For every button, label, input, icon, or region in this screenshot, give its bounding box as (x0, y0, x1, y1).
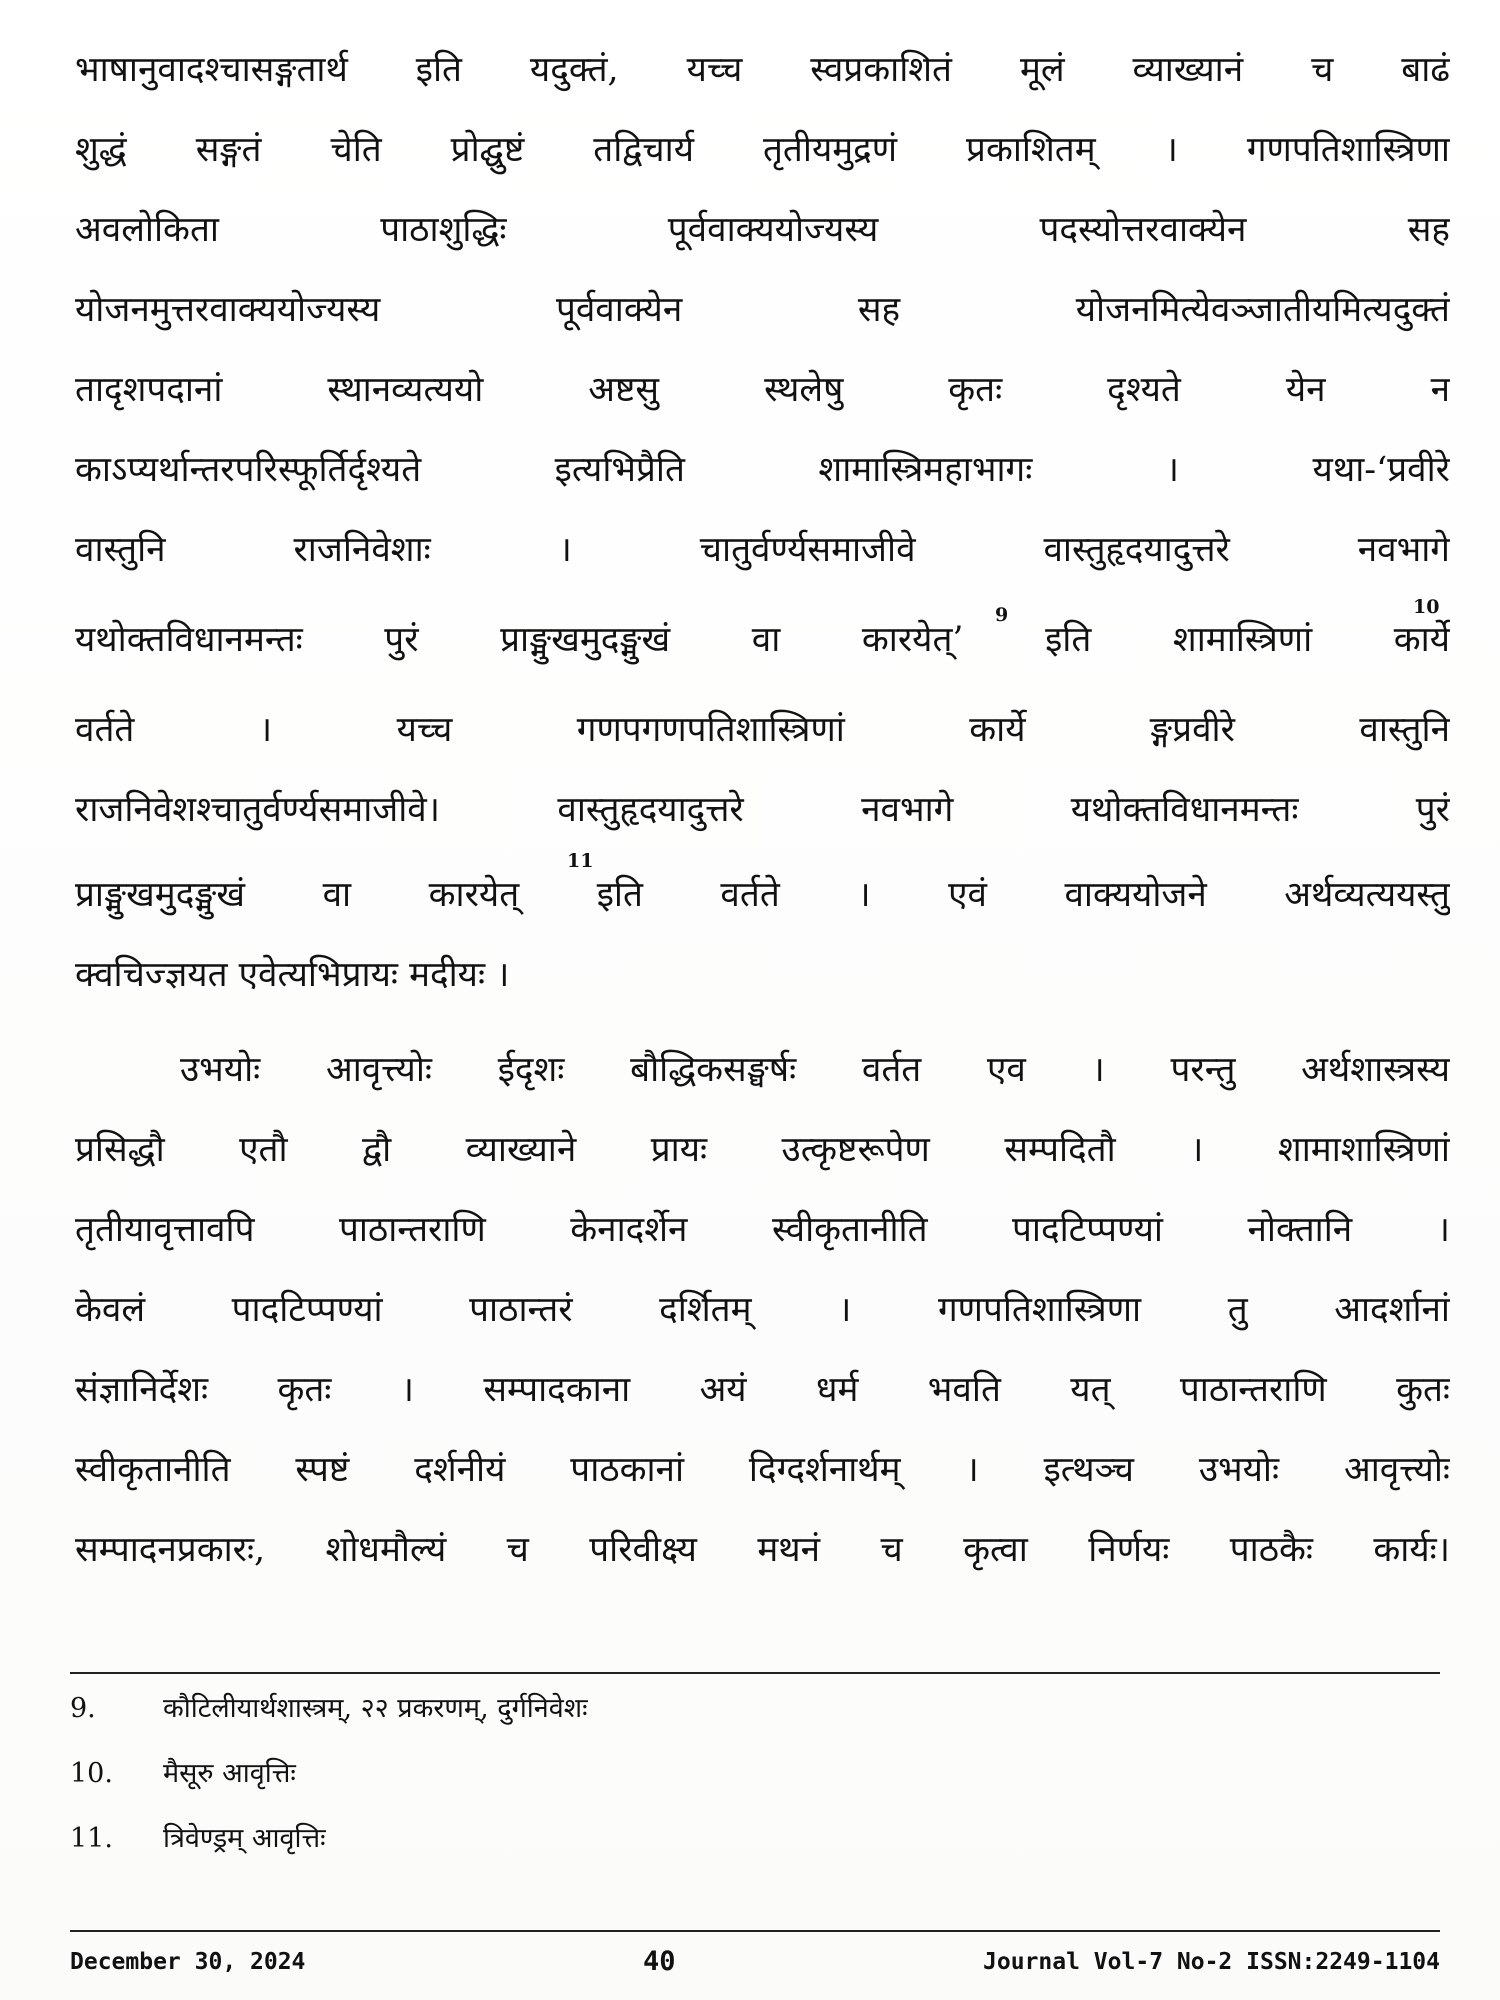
text-line: राजनिवेशश्चातुर्वर्ण्यसमाजीवे। वास्तुहृदयादुत्तरे नवभागे यथोक्तविधानमन्तः पुरं (75, 790, 1450, 830)
text-line-with-footnote-refs (75, 612, 1450, 668)
text-line: अवलोकिता पाठाशुद्धिः पूर्ववाक्ययोज्यस्य पदस्योत्तरवाक्येन सह (75, 210, 1450, 250)
footnote-number: 9. (70, 1693, 96, 1724)
footnote-divider (70, 1672, 1440, 1674)
footnote-text: त्रिवेण्ड्रम् आवृत्तिः (163, 1823, 326, 1854)
text-line: भाषानुवादश्चासङ्गतार्थ इति यदुक्तं, यच्च स्वप्रकाशितं मूलं व्याख्यानं च बाढं (75, 50, 1450, 90)
text-line: शुद्धं सङ्गतं चेति प्रोद्घुष्टं तद्विचार्य तृतीयमुद्रणं प्रकाशितम् । गणपतिशास्त्रिणा (75, 130, 1450, 170)
text-line: तृतीयावृत्तावपि पाठान्तराणि केनादर्शेन स्वीकृतानीति पादटिप्पण्यां नोक्तानि । (75, 1210, 1450, 1250)
text-line: स्वीकृतानीति स्पष्टं दर्शनीयं पाठकानां दिग्दर्शनार्थम् । इत्थञ्च उभयोः आवृत्त्योः (75, 1450, 1450, 1490)
footnote-ref-11: 11 (567, 850, 594, 872)
text-line: तादृशपदानां स्थानव्यत्ययो अष्टसु स्थलेषु कृतः दृश्यते येन न (75, 370, 1450, 410)
text-line-with-footnote-ref (75, 867, 1450, 923)
text-line: क्वचिज्ज्ञयत एवेत्यभिप्रायः मदीयः । (75, 955, 510, 995)
footnote-ref-9: 9 (995, 604, 1009, 626)
page-number: 40 (643, 1946, 676, 1977)
footer-divider (70, 1930, 1440, 1932)
text-line: वास्तुनि राजनिवेशाः । चातुर्वर्ण्यसमाजीवे वास्तुहृदयादुत्तरे नवभागे (75, 530, 1450, 570)
text-line: वर्तते । यच्च गणपगणपतिशास्त्रिणां कार्ये ङ्गप्रवीरे वास्तुनि (75, 710, 1450, 750)
line-segment: यथोक्तविधानमन्तः पुरं प्राङ्मुखमुदङ्मुखं वा कारयेत्’ इति शामास्त्रिणां कार्ये (75, 620, 1450, 660)
footnote-number: 11. (70, 1823, 113, 1854)
text-line: प्रसिद्धौ एतौ द्वौ व्याख्याने प्रायः उत्कृष्टरूपेण सम्पदितौ । शामाशास्त्रिणां (75, 1130, 1450, 1170)
text-line: सम्पादनप्रकारः, शोधमौल्यं च परिवीक्ष्य मथनं च कृत्वा निर्णयः पाठकैः कार्यः। (75, 1530, 1450, 1570)
page-footer (70, 1942, 1440, 1982)
text-line: योजनमुत्तरवाक्ययोज्यस्य पूर्ववाक्येन सह योजनमित्येवञ्जातीयमित्यदुक्तं (75, 290, 1450, 330)
paragraph-first-line: उभयोः आवृत्त्योः ईदृशः बौद्धिकसङ्घर्षः वर्तत एव । परन्तु अर्थशास्त्रस्य (180, 1050, 1450, 1090)
journal-info: Journal Vol-7 No-2 ISSN:2249-1104 (983, 1949, 1440, 1975)
text-line: काऽप्यर्थान्तरपरिस्फूर्तिर्दृश्यते इत्यभिप्रैति शामास्त्रिमहाभागः । यथा-‘प्रवीरे (75, 450, 1450, 490)
footnote-number: 10. (70, 1758, 113, 1789)
footnote-ref-10: 10 (1413, 596, 1440, 618)
text-line: संज्ञानिर्देशः कृतः । सम्पादकाना अयं धर्म भवति यत् पाठान्तराणि कुतः (75, 1370, 1450, 1410)
footnote-text: कौटिलीयार्थशास्त्रम्, २२ प्रकरणम्, दुर्गनिवेशः (163, 1693, 588, 1724)
text-line: केवलं पादटिप्पण्यां पाठान्तरं दर्शितम् । गणपतिशास्त्रिणा तु आदर्शानां (75, 1290, 1450, 1330)
line-segment: प्राङ्मुखमुदङ्मुखं वा कारयेत् इति वर्तते । एवं वाक्ययोजने अर्थव्यत्ययस्तु (75, 875, 1450, 915)
footnote-text: मैसूरु आवृत्तिः (163, 1758, 296, 1789)
footer-date: December 30, 2024 (70, 1949, 306, 1975)
